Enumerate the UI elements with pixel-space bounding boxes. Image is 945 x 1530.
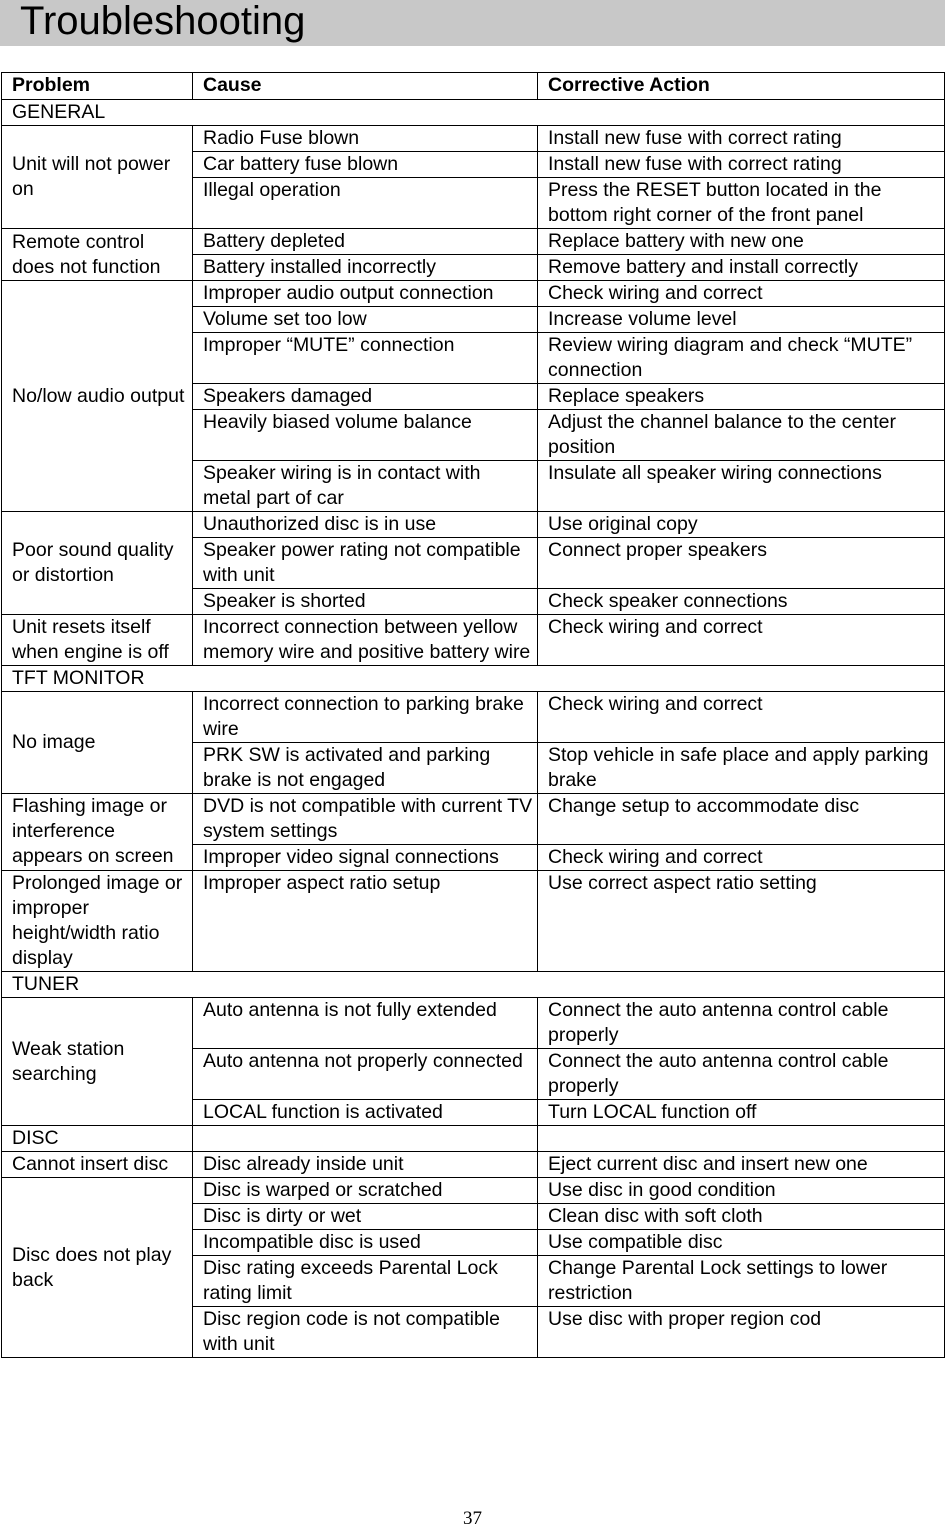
action-cell: Clean disc with soft cloth — [538, 1204, 945, 1230]
action-cell: Use disc in good condition — [538, 1178, 945, 1204]
action-cell: Change setup to accommodate disc — [538, 794, 945, 845]
action-cell: Use correct aspect ratio setting — [538, 871, 945, 972]
problem-cell: Unit resets itself when engine is off — [2, 615, 193, 666]
cause-cell: Car battery fuse blown — [193, 152, 538, 178]
problem-cell: Disc does not play back — [2, 1178, 193, 1358]
section-general — [2, 100, 945, 126]
action-cell: Use compatible disc — [538, 1230, 945, 1256]
cause-cell: Incompatible disc is used — [193, 1230, 538, 1256]
action-cell: Adjust the channel balance to the center position — [538, 410, 945, 461]
header-cause: Cause — [193, 73, 538, 100]
cause-cell: Speakers damaged — [193, 384, 538, 410]
cause-cell: Battery installed incorrectly — [193, 255, 538, 281]
table-row — [2, 871, 945, 972]
header-row — [2, 73, 945, 100]
action-cell: Turn LOCAL function off — [538, 1100, 945, 1126]
table-row — [2, 1152, 945, 1178]
action-cell: Check wiring and correct — [538, 845, 945, 871]
action-cell: Review wiring diagram and check “MUTE” connection — [538, 333, 945, 384]
table-row — [2, 281, 945, 307]
table-row — [2, 998, 945, 1049]
action-cell: Use original copy — [538, 512, 945, 538]
cause-cell: Incorrect connection to parking brake wire — [193, 692, 538, 743]
cause-cell: Speaker wiring is in contact with metal part of car — [193, 461, 538, 512]
cause-cell: DVD is not compatible with current TV system settings — [193, 794, 538, 845]
table-row — [2, 126, 945, 152]
action-cell: Use disc with proper region cod — [538, 1307, 945, 1358]
section-label: TUNER — [2, 972, 945, 998]
table-row — [2, 229, 945, 255]
action-cell: Replace battery with new one — [538, 229, 945, 255]
action-cell: Check wiring and correct — [538, 281, 945, 307]
cause-cell: Heavily biased volume balance — [193, 410, 538, 461]
header-action: Corrective Action — [538, 73, 945, 100]
cause-cell: Auto antenna is not fully extended — [193, 998, 538, 1049]
title-bar — [0, 0, 945, 46]
cause-cell: Disc already inside unit — [193, 1152, 538, 1178]
cause-cell: LOCAL function is activated — [193, 1100, 538, 1126]
action-cell: Replace speakers — [538, 384, 945, 410]
problem-cell: No/low audio output — [2, 281, 193, 512]
cause-cell: Disc is dirty or wet — [193, 1204, 538, 1230]
page-title: Troubleshooting — [20, 0, 306, 43]
problem-cell: Poor sound quality or distortion — [2, 512, 193, 615]
cause-cell: Disc is warped or scratched — [193, 1178, 538, 1204]
action-cell: Install new fuse with correct rating — [538, 126, 945, 152]
action-cell: Remove battery and install correctly — [538, 255, 945, 281]
table-row — [2, 512, 945, 538]
problem-cell: Unit will not power on — [2, 126, 193, 229]
cause-cell: Speaker is shorted — [193, 589, 538, 615]
page-number: 37 — [463, 1508, 482, 1529]
problem-cell: No image — [2, 692, 193, 794]
cause-cell: PRK SW is activated and parking brake is not engaged — [193, 743, 538, 794]
cause-cell: Radio Fuse blown — [193, 126, 538, 152]
table-row — [2, 615, 945, 666]
cause-cell: Unauthorized disc is in use — [193, 512, 538, 538]
section-label: DISC — [2, 1126, 193, 1152]
troubleshooting-table — [1, 72, 945, 1358]
header-problem: Problem — [2, 73, 193, 100]
action-cell: Change Parental Lock settings to lower restriction — [538, 1256, 945, 1307]
cause-cell: Battery depleted — [193, 229, 538, 255]
action-cell: Insulate all speaker wiring connections — [538, 461, 945, 512]
table-row — [2, 1178, 945, 1204]
cause-cell: Disc region code is not compatible with unit — [193, 1307, 538, 1358]
section-tft-monitor — [2, 666, 945, 692]
problem-cell: Flashing image or interference appears on screen — [2, 794, 193, 871]
action-cell: Connect the auto antenna control cable properly — [538, 1049, 945, 1100]
problem-cell: Remote control does not function — [2, 229, 193, 281]
table-row — [2, 794, 945, 845]
table-row — [2, 692, 945, 743]
cause-cell: Improper video signal connections — [193, 845, 538, 871]
cause-cell: Improper audio output connection — [193, 281, 538, 307]
action-cell: Connect the auto antenna control cable properly — [538, 998, 945, 1049]
cause-cell: Improper “MUTE” connection — [193, 333, 538, 384]
empty-cell — [538, 1126, 945, 1152]
section-label: GENERAL — [2, 100, 945, 126]
cause-cell: Disc rating exceeds Parental Lock rating limit — [193, 1256, 538, 1307]
problem-cell: Cannot insert disc — [2, 1152, 193, 1178]
section-disc — [2, 1126, 945, 1152]
cause-cell: Improper aspect ratio setup — [193, 871, 538, 972]
action-cell: Check wiring and correct — [538, 692, 945, 743]
action-cell: Check speaker connections — [538, 589, 945, 615]
cause-cell: Auto antenna not properly connected — [193, 1049, 538, 1100]
section-tuner — [2, 972, 945, 998]
problem-cell: Prolonged image or improper height/width ratio display — [2, 871, 193, 972]
action-cell: Press the RESET button located in the bottom right corner of the front panel — [538, 178, 945, 229]
cause-cell: Speaker power rating not compatible with unit — [193, 538, 538, 589]
action-cell: Eject current disc and insert new one — [538, 1152, 945, 1178]
problem-cell: Weak station searching — [2, 998, 193, 1126]
section-label: TFT MONITOR — [2, 666, 945, 692]
action-cell: Install new fuse with correct rating — [538, 152, 945, 178]
action-cell: Increase volume level — [538, 307, 945, 333]
cause-cell: Illegal operation — [193, 178, 538, 229]
empty-cell — [193, 1126, 538, 1152]
action-cell: Stop vehicle in safe place and apply parking brake — [538, 743, 945, 794]
action-cell: Connect proper speakers — [538, 538, 945, 589]
cause-cell: Volume set too low — [193, 307, 538, 333]
cause-cell: Incorrect connection between yellow memory wire and positive battery wire — [193, 615, 538, 666]
action-cell: Check wiring and correct — [538, 615, 945, 666]
